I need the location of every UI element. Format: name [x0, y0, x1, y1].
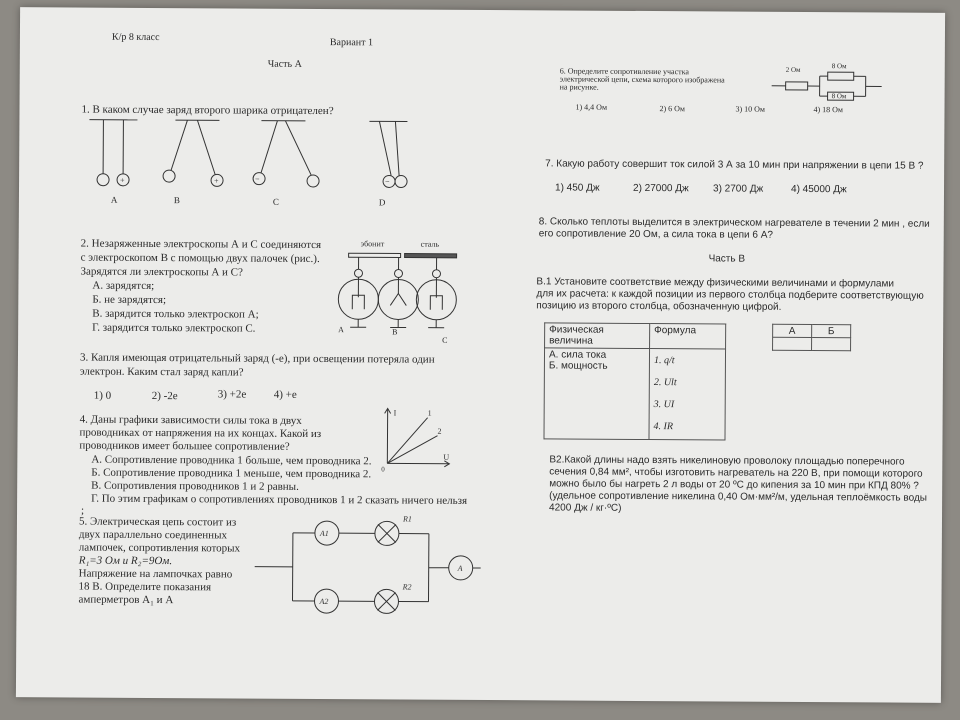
- graph-line-1: [387, 417, 427, 463]
- q8-line-2: его сопротивление 20 Ом, а сила тока в цепи 6 А?: [538, 228, 773, 241]
- svg-text:−: −: [255, 174, 260, 184]
- q5-line-3: лампочек, сопротивления которых: [78, 541, 241, 555]
- formula-3: 3. UI: [653, 399, 675, 411]
- q6-line-2: электрической цепи, схема которого изображена: [559, 74, 725, 85]
- resistor-8-ohm-top: [828, 72, 854, 80]
- a2-label: A2: [319, 597, 329, 607]
- q6-option-4: 4) 18 Ом: [813, 105, 844, 115]
- q3-option-2: 2) -2e: [151, 389, 178, 403]
- steel-rod: [405, 254, 457, 258]
- q4-option-a: А. Сопротивление проводника 1 больше, чем проводника 2.: [91, 453, 372, 468]
- q4-semicolon: ;: [81, 504, 85, 517]
- exam-sheet: [16, 7, 945, 703]
- formula-4: 4. IR: [653, 421, 674, 433]
- q7-option-2: 2) 27000 Дж: [632, 182, 689, 195]
- answer-cell-a[interactable]: [773, 337, 812, 350]
- q6-option-1: 1) 4,4 Ом: [575, 102, 608, 112]
- col-formula-header: Формула: [650, 324, 726, 349]
- pendulum-a: [89, 120, 137, 186]
- q3-option-3: 3) +2e: [217, 388, 247, 401]
- q4-line-3: проводников имеет большее сопротивление?: [79, 439, 290, 453]
- pendulum-c: [253, 121, 319, 187]
- q2-steel-label: сталь: [420, 239, 440, 249]
- r1-label: R1: [402, 514, 412, 524]
- u-label: U: [443, 452, 450, 462]
- q5-line-5: Напряжение на лампочках равно: [78, 567, 233, 581]
- formula-2: 2. Ult: [653, 377, 677, 389]
- variant-label: Вариант 1: [329, 37, 374, 49]
- q6-r-top-label: 8 Ом: [831, 62, 847, 71]
- b2-line-5: 4200 Дж / кг·ºС): [549, 502, 622, 514]
- q3-option-1: 1) 0: [93, 389, 112, 402]
- b2-line-1: В2.Какой длины надо взять никелиновую проволоку площадью поперечного: [549, 454, 905, 468]
- quantity-b: Б. мощность: [548, 360, 608, 372]
- q1-label-b: B: [173, 195, 180, 206]
- q5-line-7: амперметров A₁ и A: [78, 593, 174, 607]
- q6-line-3: на рисунке.: [559, 82, 599, 92]
- b2-line-4: (удельное сопротивление никелина 0,40 Ом·мм²/м, удельная теплоёмкость воды: [549, 490, 928, 504]
- b1-line-3: позицию из второго столбца, обозначенную цифрой.: [536, 300, 782, 313]
- q4-option-d: Г. По этим графикам о сопротивлениях проводников 1 и 2 сказать ничего нельзя: [91, 492, 468, 507]
- q2-fig-label-c: C: [442, 335, 448, 345]
- q2-option-d: Г. зарядится только электроскоп С.: [92, 321, 256, 335]
- q6-option-3: 3) 10 Ом: [735, 104, 766, 114]
- q1-figure: [79, 116, 420, 208]
- q4-option-b: Б. Сопротивление проводника 1 меньше, чем проводника 2.: [91, 466, 372, 481]
- q5-line-1: 5. Электрическая цепь состоит из: [78, 515, 237, 529]
- q4-line-1: 4. Даны графики зависимости силы тока в двух: [79, 413, 302, 427]
- i-label: I: [393, 408, 397, 418]
- parallel-circuit: [252, 509, 483, 620]
- q1-label-d: D: [378, 197, 386, 208]
- q6-line-1: 6. Определите сопротивление участка: [559, 66, 689, 77]
- part-b-title: Часть В: [708, 253, 746, 265]
- formula-1: 1. q/t: [653, 355, 675, 367]
- q2-fig-label-a: A: [338, 325, 344, 335]
- b1-line-1: В.1 Установите соответствие между физическими величинами и формулами: [536, 276, 894, 290]
- q6-r-left-label: 2 Ом: [785, 65, 801, 74]
- svg-text:−: −: [385, 177, 390, 187]
- q7-option-3: 3) 2700 Дж: [712, 183, 764, 195]
- answer-header-b: Б: [812, 325, 851, 338]
- q2-line-3: Зарядятся ли электроскопы А и С?: [80, 265, 243, 279]
- line-2-label: 2: [437, 426, 442, 436]
- b2-line-2: сечения 0,84 мм², чтобы изготовить нагреватель на 220 В, при помощи которого: [549, 466, 923, 480]
- answer-cell-b[interactable]: [812, 338, 851, 351]
- q2-ebonite-label: эбонит: [360, 239, 385, 249]
- q6-option-2: 2) 6 Ом: [659, 104, 686, 114]
- q3-line-2: электрон. Каким стал заряд капли?: [79, 365, 244, 379]
- a1-label: A1: [319, 529, 329, 539]
- col-quantity-header: Физическая величина: [545, 323, 650, 349]
- svg-text:+: +: [120, 175, 125, 185]
- q2-option-a: А. зарядятся;: [92, 279, 155, 293]
- ebonite-rod: [349, 253, 401, 257]
- a-label: A: [457, 563, 463, 573]
- graph-line-2: [387, 435, 437, 463]
- q2-line-1: 2. Незаряженные электроскопы А и С соединяются: [80, 237, 322, 252]
- svg-text:+: +: [214, 176, 219, 186]
- b1-answer-table: [772, 324, 851, 351]
- b1-matching-table: [543, 322, 726, 440]
- q5-line-4: R₁=3 Ом и R₂=9Ом.: [78, 554, 173, 568]
- q5-line-6: 18 В. Определите показания: [78, 580, 212, 594]
- r2-label: R2: [402, 582, 412, 592]
- quantity-a: А. сила тока: [548, 349, 607, 361]
- part-a-title: Часть А: [267, 58, 302, 70]
- iu-graph: [377, 405, 457, 474]
- q1-text: 1. В каком случае заряд второго шарика отрицателен?: [81, 103, 334, 118]
- q1-label-c: C: [272, 196, 279, 207]
- q2-option-c: В. зарядится только электроскоп А;: [92, 307, 259, 321]
- q6-r-bottom-label: 8 Ом: [831, 92, 847, 101]
- pendulum-d: [369, 121, 407, 187]
- q4-option-c: В. Сопротивления проводников 1 и 2 равны.: [91, 479, 299, 493]
- q7-option-4: 4) 45000 Дж: [790, 183, 847, 196]
- line-1-label: 1: [427, 408, 432, 418]
- q7-text: 7. Какую работу совершит ток силой 3 А за 10 мин при напряжении в цепи 15 В ?: [545, 158, 924, 172]
- q2-option-b: Б. не зарядятся;: [92, 293, 167, 307]
- b1-line-2: для их расчета: к каждой позиции из первого столбца подберите соответствующую: [536, 288, 924, 302]
- resistor-2-ohm: [786, 82, 808, 90]
- q4-line-2: проводниках от напряжения на их концах. Какой из: [79, 426, 322, 441]
- q2-line-2: с электроскопом В с помощью двух палочек (рис.).: [80, 251, 320, 266]
- q8-line-1: 8. Сколько теплоты выделится в электрическом нагревателе в течении 2 мин , если: [538, 216, 930, 230]
- answer-header-a: А: [773, 324, 812, 337]
- pendulum-b: [163, 120, 223, 186]
- origin-label: 0: [381, 465, 385, 474]
- class-label: К/р 8 класс: [111, 31, 160, 44]
- q7-option-1: 1) 450 Дж: [554, 182, 600, 194]
- q1-label-a: A: [110, 194, 118, 205]
- q5-line-2: двух параллельно соединенных: [78, 528, 228, 542]
- q2-fig-label-b: B: [392, 327, 398, 337]
- q3-line-1: 3. Капля имеющая отрицательный заряд (-е), при освещении потеряла один: [79, 351, 435, 366]
- b2-line-3: можно было бы нагреть 2 л воды от 20 ºС до кипения за 10 мин при КПД 80% ?: [549, 478, 919, 492]
- q3-option-4: 4) +e: [273, 388, 297, 401]
